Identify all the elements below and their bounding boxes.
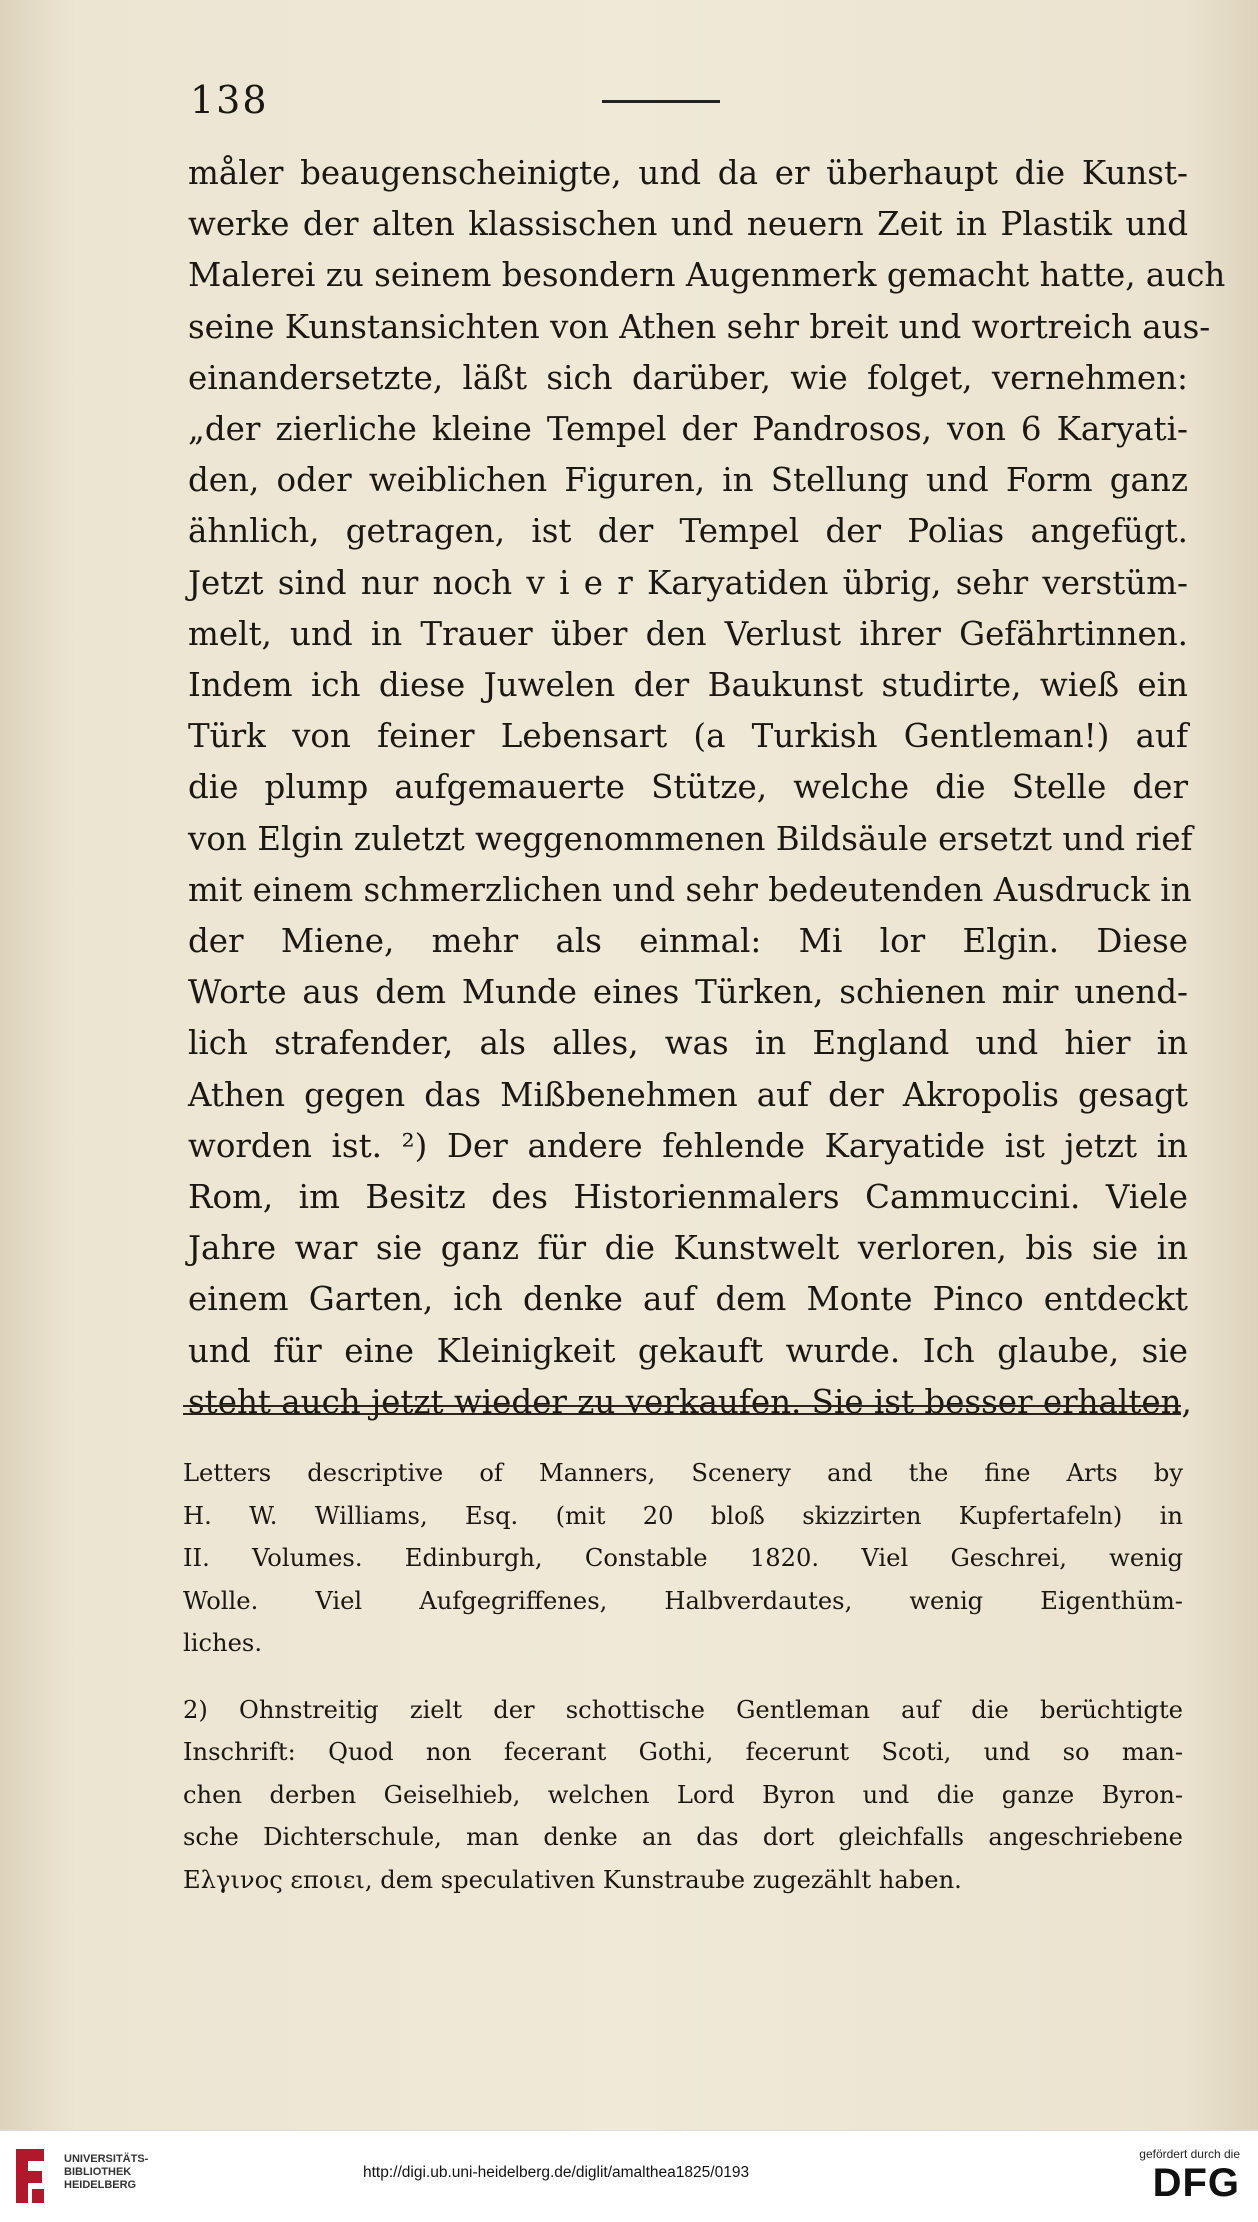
body-line: melt, und in Trauer über den Verlust ihrer Gefährtinnen. xyxy=(188,614,1188,653)
footnote-line: chen derben Geiselhieb, welchen Lord Byron und die ganze Byron- xyxy=(183,1780,1183,1809)
body-line: die plump aufgemauerte Stütze, welche die Stelle der xyxy=(188,768,1188,807)
footnote-line: Inschrift: Quod non fecerant Gothi, fecerunt Scoti, und so man- xyxy=(183,1738,1183,1766)
library-name-line: UNIVERSITÄTS- xyxy=(64,2153,149,2165)
body-line: seine Kunstansichten von Athen sehr breit und wortreich aus- xyxy=(188,307,1211,346)
footnote-1 xyxy=(183,1452,1183,1665)
university-logo-icon xyxy=(12,2145,48,2207)
footnote-separator xyxy=(183,1405,1181,1415)
footnote-line: sche Dichterschule, man denke an das dort gleichfalls angeschriebene xyxy=(183,1823,1183,1851)
body-text xyxy=(188,148,1226,1428)
body-line: einem Garten, ich denke auf dem Monte Pinco entdeckt xyxy=(188,1280,1188,1319)
footnotes xyxy=(183,1452,1183,1901)
footnote-line: liches. xyxy=(183,1629,263,1657)
page-number: 138 xyxy=(190,78,269,122)
body-line: måler beaugenscheinigte, und da er überhaupt die Kunst- xyxy=(188,154,1188,192)
library-name-line: BIBLIOTHEK xyxy=(64,2166,132,2178)
footnote-line: Wolle. Viel Aufgegriffenes, Halbverdautes, wenig Eigenthüm- xyxy=(183,1586,1183,1615)
body-line: ähnlich, getragen, ist der Tempel der Polias angefügt. xyxy=(188,512,1188,551)
library-name xyxy=(64,2153,148,2192)
body-line: Türk von feiner Lebensart (a Turkish Gentleman!) auf xyxy=(188,717,1188,756)
footnote-line: H. W. Williams, Esq. (mit 20 bloß skizzirten Kupfertafeln) in xyxy=(183,1501,1183,1530)
funder-block xyxy=(1139,2147,1240,2205)
body-line: den, oder weiblichen Figuren, in Stellung und Form ganz xyxy=(188,461,1188,500)
footnote-line: Ελγινος εποιει, dem speculativen Kunstraube zugezählt haben. xyxy=(183,1865,962,1894)
body-line: Athen gegen das Mißbenehmen auf der Akropolis gesagt xyxy=(188,1075,1188,1114)
body-line: steht auch jetzt wieder zu verkaufen. Sie ist besser erhalten, xyxy=(188,1382,1192,1421)
body-line: Malerei zu seinem besondern Augenmerk gemacht hatte, auch xyxy=(188,256,1226,295)
body-line: lich strafender, als alles, was in England und hier in xyxy=(188,1024,1188,1063)
body-line: Worte aus dem Munde eines Türken, schienen mir unend- xyxy=(188,973,1188,1012)
footnote-gap xyxy=(183,1665,1183,1689)
body-line: Jetzt sind nur noch v i e r Karyatiden übrig, sehr verstüm- xyxy=(188,563,1188,602)
library-name-line: HEIDELBERG xyxy=(64,2179,137,2191)
dfg-logo: DFG xyxy=(1152,2161,1240,2205)
footnote-2 xyxy=(183,1689,1183,1902)
body-line: von Elgin zuletzt weggenommenen Bildsäule ersetzt und rief xyxy=(188,819,1193,858)
permalink-url[interactable]: http://digi.ub.uni-heidelberg.de/diglit/amalthea1825/0193 xyxy=(363,2164,750,2181)
body-line: einandersetzte, läßt sich darüber, wie folget, vernehmen: xyxy=(188,358,1188,397)
body-line: „der zierliche kleine Tempel der Pandrosos, von 6 Karyati- xyxy=(188,410,1188,449)
footnote-line: Letters descriptive of Manners, Scenery and the fine Arts by xyxy=(183,1459,1183,1487)
page-header xyxy=(190,78,1188,122)
header-rule xyxy=(602,100,720,103)
funding-caption: gefördert durch die xyxy=(1139,2147,1240,2161)
body-line: Jahre war sie ganz für die Kunstwelt verloren, bis sie in xyxy=(188,1229,1188,1268)
body-line: Indem ich diese Juwelen der Baukunst studirte, wieß ein xyxy=(188,666,1188,705)
body-line: und für eine Kleinigkeit gekauft wurde. Ich glaube, sie xyxy=(188,1331,1188,1370)
footnote-line: 2) Ohnstreitig zielt der schottische Gentleman auf die berüchtigte xyxy=(183,1695,1183,1724)
body-line: mit einem schmerzlichen und sehr bedeutenden Ausdruck in xyxy=(188,870,1192,909)
viewer-footer xyxy=(0,2130,1258,2222)
footnote-line: II. Volumes. Edinburgh, Constable 1820. Viel Geschrei, wenig xyxy=(183,1544,1183,1572)
body-line: Rom, im Besitz des Historienmalers Cammuccini. Viele xyxy=(188,1178,1188,1217)
body-line: der Miene, mehr als einmal: Mi lor Elgin. Diese xyxy=(188,922,1188,961)
body-line: werke der alten klassischen und neuern Zeit in Plastik und xyxy=(188,205,1188,244)
body-line: worden ist. ²) Der andere fehlende Karyatide ist jetzt in xyxy=(188,1126,1188,1165)
